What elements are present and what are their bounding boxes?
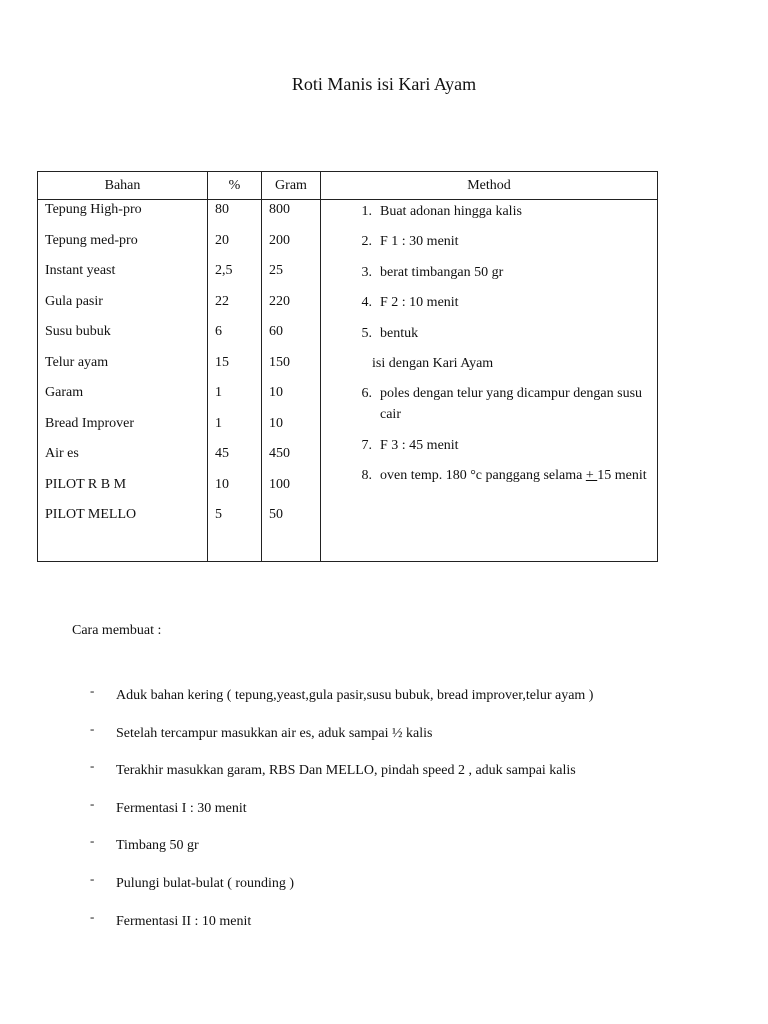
ingredient-name: Garam [45, 385, 84, 400]
method-item [321, 262, 657, 283]
method-number: 7. [361, 437, 372, 453]
step-text: Fermentasi II : 10 menit [116, 913, 252, 929]
ingredient-gram: 800 [269, 202, 290, 217]
ingredient-percent-column [208, 200, 261, 537]
method-subline: isi dengan Kari Ayam [372, 355, 494, 371]
method-number: 1. [361, 204, 372, 219]
step-text: Setelah tercampur masukkan air es, aduk sampai ½ kalis [116, 725, 433, 741]
ingredient-percent: 20 [215, 232, 229, 248]
method-number: 2. [361, 234, 372, 250]
ingredient-percent: 10 [215, 476, 229, 492]
step-bullet: - [90, 870, 95, 886]
ingredient-gram: 50 [269, 507, 283, 522]
step-text: Aduk bahan kering ( tepung,yeast,gula pasir,susu bubuk, bread improver,telur ayam ) [116, 688, 594, 703]
step-bullet: - [90, 908, 95, 924]
header-gram: Gram [262, 172, 321, 200]
method-number: 5. [361, 325, 372, 341]
plus-minus-sign: + [585, 468, 598, 484]
ingredient-percent: 45 [215, 446, 229, 461]
ingredient-gram-column [262, 200, 320, 537]
method-text: bentuk [380, 325, 419, 341]
ingredient-percent: 80 [215, 202, 229, 217]
ingredient-percent: 1 [215, 385, 222, 400]
ingredient-name: Bread Improver [45, 415, 135, 431]
method-item [321, 435, 657, 456]
ingredient-gram: 100 [269, 476, 290, 492]
ingredient-percent: 1 [215, 415, 222, 431]
ingredient-name: Telur ayam [45, 354, 109, 370]
step-bullet: - [90, 833, 95, 849]
ingredient-percent: 2,5 [215, 263, 233, 278]
method-text: F 3 : 45 menit [380, 437, 459, 453]
ingredient-gram: 450 [269, 446, 290, 461]
ingredient-name: PILOT MELLO [45, 507, 137, 522]
ingredient-percent: 22 [215, 293, 229, 309]
ingredient-name-column [38, 200, 207, 537]
ingredient-gram: 200 [269, 232, 290, 248]
ingredient-gram: 10 [269, 415, 283, 431]
method-text: F 2 : 10 menit [380, 295, 459, 311]
method-number: 8. [361, 468, 372, 484]
ingredient-gram: 60 [269, 324, 283, 339]
ingredient-name: Gula pasir [45, 293, 103, 309]
ingredient-gram: 150 [269, 354, 290, 370]
ingredient-percent: 15 [215, 354, 229, 370]
step-bullet: - [90, 683, 95, 698]
header-bahan: Bahan [38, 172, 208, 200]
method-text: Buat adonan hingga kalis [380, 204, 522, 219]
method-item [321, 383, 657, 425]
ingredient-name: PILOT R B M [45, 476, 127, 492]
method-list [321, 200, 657, 486]
page-title: Roti Manis isi Kari Ayam [291, 74, 477, 94]
ingredient-name: Instant yeast [45, 263, 116, 278]
method-text: F 1 : 30 menit [380, 234, 459, 250]
method-item [321, 231, 657, 252]
header-method: Method [321, 172, 658, 200]
method-text: poles dengan telur yang dicampur dengan susu cair [380, 386, 643, 423]
step-text: Fermentasi I : 30 menit [116, 800, 247, 816]
ingredient-gram: 25 [269, 263, 283, 278]
step-bullet: - [90, 720, 95, 736]
ingredient-name: Air es [45, 446, 79, 461]
method-item [321, 323, 657, 344]
step-bullet: - [90, 795, 95, 811]
cara-title: Cara membuat : [72, 623, 162, 638]
step-bullet: - [90, 758, 95, 774]
method-number: 6. [361, 386, 372, 402]
ingredient-percent: 5 [215, 507, 222, 522]
method-item [321, 292, 657, 313]
method-text: berat timbangan 50 gr [380, 264, 504, 280]
step-text: Terakhir masukkan garam, RBS Dan MELLO, pindah speed 2 , aduk sampai kalis [116, 763, 576, 779]
step-text: Timbang 50 gr [116, 838, 199, 854]
ingredient-name: Susu bubuk [45, 324, 111, 339]
method-number: 3. [361, 264, 372, 280]
header-percent: % [208, 172, 262, 200]
recipe-table [37, 171, 658, 562]
step-text: Pulungi bulat-bulat ( rounding ) [116, 875, 295, 891]
ingredient-name: Tepung High-pro [45, 202, 142, 217]
method-item [321, 465, 657, 486]
method-text: oven temp. 180 °c panggang selama + 15 menit [380, 468, 647, 484]
ingredient-percent: 6 [215, 324, 222, 339]
ingredient-name: Tepung med-pro [45, 232, 138, 248]
ingredient-gram: 10 [269, 385, 283, 400]
ingredient-gram: 220 [269, 293, 290, 309]
method-item [321, 201, 657, 222]
method-number: 4. [361, 295, 372, 311]
